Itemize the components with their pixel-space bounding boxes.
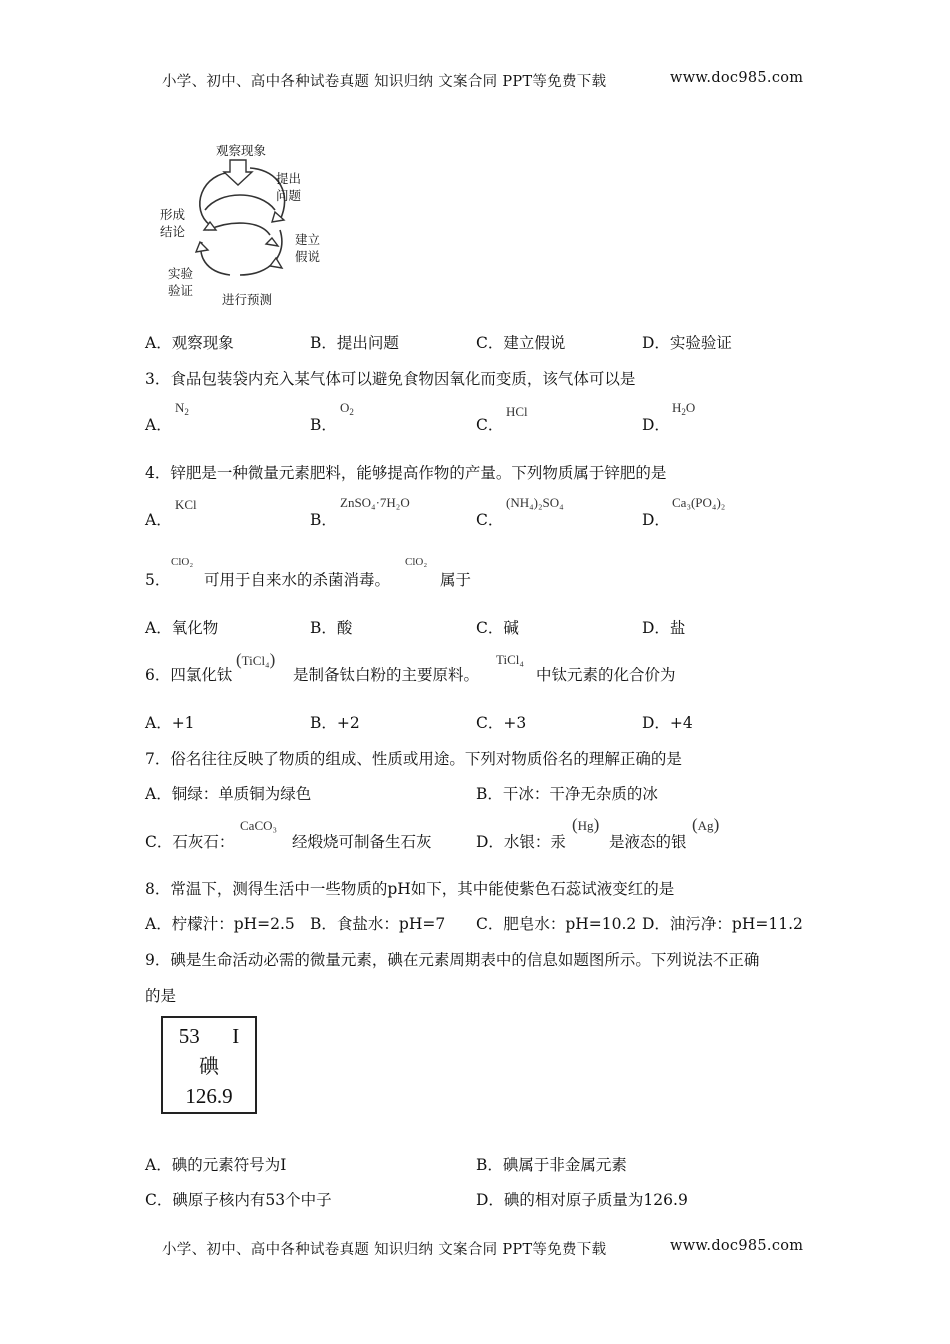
q4-label-c: C． bbox=[476, 511, 504, 529]
q4-formula-a: KCl bbox=[175, 497, 197, 512]
q7-option-c-formula: CaCO₃ bbox=[240, 818, 278, 833]
element-symbol: I bbox=[232, 1024, 240, 1048]
q8-option-b: B．食盐水：pH=7 bbox=[310, 915, 446, 933]
cycle-experiment-2: 验证 bbox=[168, 283, 194, 298]
q4-formula-b: ZnSO₄·7H₂O bbox=[340, 495, 410, 510]
q2-option-c: C．建立假说 bbox=[476, 334, 566, 352]
q5-option-a: A．氧化物 bbox=[145, 619, 219, 637]
q6-formula-1: (TiCl₄) bbox=[236, 650, 276, 669]
q7-stem: 7．俗名往往反映了物质的组成、性质或用途。下列对物质俗名的理解正确的是 bbox=[145, 750, 682, 768]
q8-option-c: C．肥皂水：pH=10.2 bbox=[476, 915, 637, 933]
q9-stem-line-1: 9．碘是生命活动必需的微量元素，碘在元素周期表中的信息如题图所示。下列说法不正确 bbox=[145, 951, 760, 969]
q5-option-c: C．碱 bbox=[476, 619, 519, 637]
q7-option-c-text: 经煅烧可制备生石灰 bbox=[292, 833, 432, 851]
q3-formula-c: HCl bbox=[506, 404, 528, 419]
q5-text-2: 属于 bbox=[440, 571, 472, 589]
q6-formula-2: TiCl₄ bbox=[496, 652, 524, 667]
q2-option-d: D．实验验证 bbox=[642, 334, 732, 352]
cycle-question-2: 问题 bbox=[276, 188, 302, 203]
q3-label-c: C． bbox=[476, 416, 504, 434]
q7-option-d-ag: (Ag) bbox=[692, 815, 720, 834]
q2-option-a: A．观察现象 bbox=[145, 334, 234, 352]
cycle-hypothesis-1: 建立 bbox=[295, 232, 321, 247]
footer-text: 小学、初中、高中各种试卷真题 知识归纳 文案合同 PPT等免费下载 bbox=[162, 1242, 607, 1258]
q6-text-1: 6．四氯化钛 bbox=[145, 666, 233, 684]
q4-label-d: D． bbox=[642, 511, 670, 529]
q7-option-a: A．铜绿：单质铜为绿色 bbox=[145, 785, 312, 803]
q9-option-d: D．碘的相对原子质量为126.9 bbox=[476, 1191, 688, 1209]
q5-formula-2: ClO₂ bbox=[405, 556, 428, 568]
q6-option-b: B．+2 bbox=[310, 714, 360, 732]
q8-stem: 8．常温下，测得生活中一些物质的pH如下，其中能使紫色石蕊试液变红的是 bbox=[145, 880, 675, 898]
q4-label-a: A． bbox=[145, 511, 172, 529]
q6-text-2: 是制备钛白粉的主要原料。 bbox=[293, 666, 480, 684]
q7-option-b: B．干冰：干净无杂质的冰 bbox=[476, 785, 658, 803]
q3-label-d: D． bbox=[642, 416, 670, 434]
element-name: 碘 bbox=[199, 1054, 219, 1078]
q5-option-b: B．酸 bbox=[310, 619, 353, 637]
q6-text-3: 中钛元素的化合价为 bbox=[536, 666, 676, 684]
cycle-experiment-1: 实验 bbox=[168, 266, 194, 281]
q7-option-d-hg: (Hg) bbox=[572, 815, 600, 834]
q6-option-d: D．+4 bbox=[642, 714, 693, 732]
footer-url[interactable]: www.doc985.com bbox=[670, 1238, 804, 1254]
q9-option-b: B．碘属于非金属元素 bbox=[476, 1156, 627, 1174]
q8-option-a: A．柠檬汁：pH=2.5 bbox=[145, 915, 295, 933]
element-atomic-mass: 126.9 bbox=[185, 1084, 233, 1108]
q4-formula-d: Ca₃(PO₄)₂ bbox=[672, 495, 726, 510]
q3-formula-b: $O_2$ bbox=[340, 400, 354, 417]
q5-text-1: 可用于自来水的杀菌消毒。 bbox=[204, 571, 391, 589]
q7-option-c-label: C．石灰石： bbox=[145, 833, 235, 851]
iodine-element-card bbox=[161, 1016, 257, 1114]
q3-formula-d: $H_2O$ bbox=[672, 400, 696, 417]
q4-label-b: B． bbox=[310, 511, 337, 529]
element-atomic-number: 53 bbox=[178, 1024, 200, 1048]
cycle-question-1: 提出 bbox=[276, 171, 302, 186]
cycle-observe: 观察现象 bbox=[216, 143, 267, 158]
q8-option-d: D．油污净：pH=11.2 bbox=[642, 915, 803, 933]
cycle-conclusion-2: 结论 bbox=[160, 224, 186, 239]
element-top-row bbox=[163, 1018, 255, 1051]
q6-option-c: C．+3 bbox=[476, 714, 527, 732]
q9-option-a: A．碘的元素符号为I bbox=[145, 1156, 287, 1174]
q4-formula-c: (NH₄)₂SO₄ bbox=[506, 495, 564, 510]
q3-label-a: A． bbox=[145, 416, 172, 434]
q3-label-b: B． bbox=[310, 416, 337, 434]
cycle-predict: 进行预测 bbox=[222, 292, 273, 307]
q6-option-a: A．+1 bbox=[145, 714, 195, 732]
cycle-hypothesis-2: 假说 bbox=[295, 249, 321, 264]
q9-stem-line-2: 的是 bbox=[145, 987, 177, 1005]
cycle-conclusion-1: 形成 bbox=[160, 207, 186, 222]
q5-option-d: D．盐 bbox=[642, 619, 686, 637]
q3-formula-a: $N_2$ bbox=[175, 400, 189, 417]
q5-number: 5． bbox=[145, 571, 171, 589]
q5-formula-1: ClO₂ bbox=[171, 556, 194, 568]
header-url[interactable]: www.doc985.com bbox=[670, 70, 804, 86]
header-text: 小学、初中、高中各种试卷真题 知识归纳 文案合同 PPT等免费下载 bbox=[162, 74, 607, 90]
q4-stem: 4．锌肥是一种微量元素肥料，能够提高作物的产量。下列物质属于锌肥的是 bbox=[145, 464, 667, 482]
q7-option-d-text: 是液态的银 bbox=[609, 833, 687, 851]
q9-option-c: C．碘原子核内有53个中子 bbox=[145, 1191, 332, 1209]
q3-stem: 3．食品包装袋内充入某气体可以避免食物因氧化而变质，该气体可以是 bbox=[145, 370, 636, 388]
q7-option-d-label: D．水银：汞 bbox=[476, 833, 566, 851]
q2-option-b: B．提出问题 bbox=[310, 334, 399, 352]
